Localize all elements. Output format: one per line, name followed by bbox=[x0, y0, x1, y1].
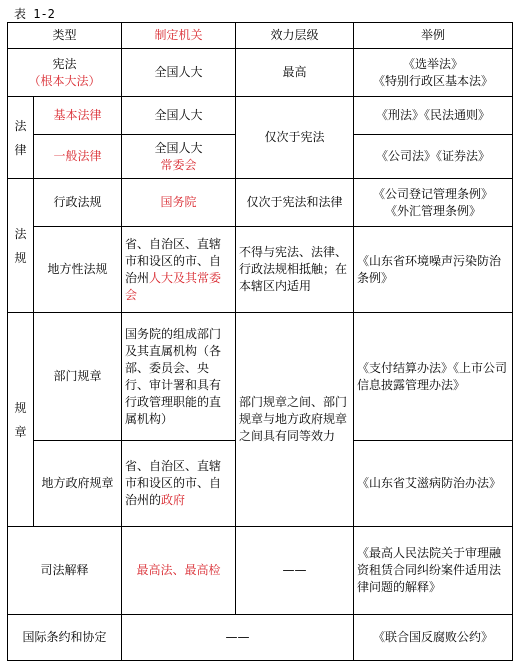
row-admin-regulation bbox=[8, 179, 513, 227]
local-regulation-organ-scope: 省、自治区、直辖市和设区的市、自治州 bbox=[125, 236, 222, 285]
department-rules-organ: 国务院的组成部门及其直属机构（各部、委员会、央行、审计署和具有行政管理职能的直属机构） bbox=[122, 313, 236, 441]
local-gov-rules-organ-scope: 省、自治区、直辖市和设区的市、自治州的 bbox=[125, 459, 222, 507]
header-level: 效力层级 bbox=[236, 23, 354, 49]
constitution-type-note: （根本大法） bbox=[28, 73, 101, 88]
constitution-examples bbox=[354, 49, 513, 97]
row-basic-law bbox=[8, 97, 513, 135]
law-group-label bbox=[8, 97, 34, 179]
law-group-text: 法律 bbox=[14, 118, 27, 157]
general-law-organ-line1: 全国人大 bbox=[154, 140, 203, 155]
local-regulation-organ-body: 人大及其常委会 bbox=[125, 270, 222, 302]
admin-regulation-organ: 国务院 bbox=[122, 179, 236, 227]
general-law-type: 一般法律 bbox=[34, 135, 122, 179]
local-gov-rules-examples: 《山东省艾滋病防治办法》 bbox=[354, 441, 513, 527]
law-hierarchy-table bbox=[7, 22, 513, 661]
local-regulation-level: 不得与宪法、法律、行政法规相抵触；在本辖区内适用 bbox=[236, 227, 354, 313]
basic-law-type: 基本法律 bbox=[34, 97, 122, 135]
row-judicial-interpretation bbox=[8, 527, 513, 615]
constitution-type bbox=[8, 49, 122, 97]
general-law-organ bbox=[122, 135, 236, 179]
general-law-examples: 《公司法》《证券法》 bbox=[354, 135, 513, 179]
local-gov-rules-organ-body: 政府 bbox=[161, 493, 186, 507]
admin-regulation-example-1: 《公司登记管理条例》 bbox=[373, 186, 494, 201]
rules-group-label bbox=[8, 313, 34, 527]
constitution-organ: 全国人大 bbox=[122, 49, 236, 97]
header-organ: 制定机关 bbox=[122, 23, 236, 49]
admin-regulation-level: 仅次于宪法和法律 bbox=[236, 179, 354, 227]
local-gov-rules-organ bbox=[122, 441, 236, 527]
basic-law-examples: 《刑法》《民法通则》 bbox=[354, 97, 513, 135]
judicial-level: —— bbox=[236, 527, 354, 615]
regulation-group-text: 法规 bbox=[14, 226, 27, 265]
department-rules-type: 部门规章 bbox=[34, 313, 122, 441]
local-regulation-examples: 《山东省环境噪声污染防治条例》 bbox=[354, 227, 513, 313]
rules-group-text: 规章 bbox=[14, 400, 27, 439]
department-rules-examples: 《支付结算办法》《上市公司信息披露管理办法》 bbox=[354, 313, 513, 441]
constitution-example-1: 《选举法》 bbox=[403, 56, 464, 71]
table-caption: 表 1-2 bbox=[14, 7, 55, 21]
admin-regulation-type: 行政法规 bbox=[34, 179, 122, 227]
local-regulation-organ bbox=[122, 227, 236, 313]
constitution-level: 最高 bbox=[236, 49, 354, 97]
judicial-organ: 最高法、最高检 bbox=[122, 527, 236, 615]
local-gov-rules-type: 地方政府规章 bbox=[34, 441, 122, 527]
law-level: 仅次于宪法 bbox=[236, 97, 354, 179]
treaty-type: 国际条约和协定 bbox=[8, 615, 122, 661]
treaty-examples: 《联合国反腐败公约》 bbox=[354, 615, 513, 661]
row-department-rules bbox=[8, 313, 513, 441]
constitution-type-name: 宪法 bbox=[52, 56, 77, 71]
admin-regulation-example-2: 《外汇管理条例》 bbox=[385, 203, 482, 218]
row-international-treaty bbox=[8, 615, 513, 661]
treaty-organ-level: —— bbox=[122, 615, 354, 661]
header-type: 类型 bbox=[8, 23, 122, 49]
local-regulation-type: 地方性法规 bbox=[34, 227, 122, 313]
admin-regulation-examples bbox=[354, 179, 513, 227]
judicial-type: 司法解释 bbox=[8, 527, 122, 615]
general-law-organ-line2: 常委会 bbox=[160, 157, 197, 172]
rules-level: 部门规章之间、部门规章与地方政府规章之间具有同等效力 bbox=[236, 313, 354, 527]
judicial-examples: 《最高人民法院关于审理融资租赁合同纠纷案件适用法律问题的解释》 bbox=[354, 527, 513, 615]
constitution-example-2: 《特别行政区基本法》 bbox=[373, 73, 494, 88]
row-local-regulation bbox=[8, 227, 513, 313]
table-header-row bbox=[8, 23, 513, 49]
row-constitution bbox=[8, 49, 513, 97]
basic-law-organ: 全国人大 bbox=[122, 97, 236, 135]
header-examples: 举例 bbox=[354, 23, 513, 49]
regulation-group-label bbox=[8, 179, 34, 313]
